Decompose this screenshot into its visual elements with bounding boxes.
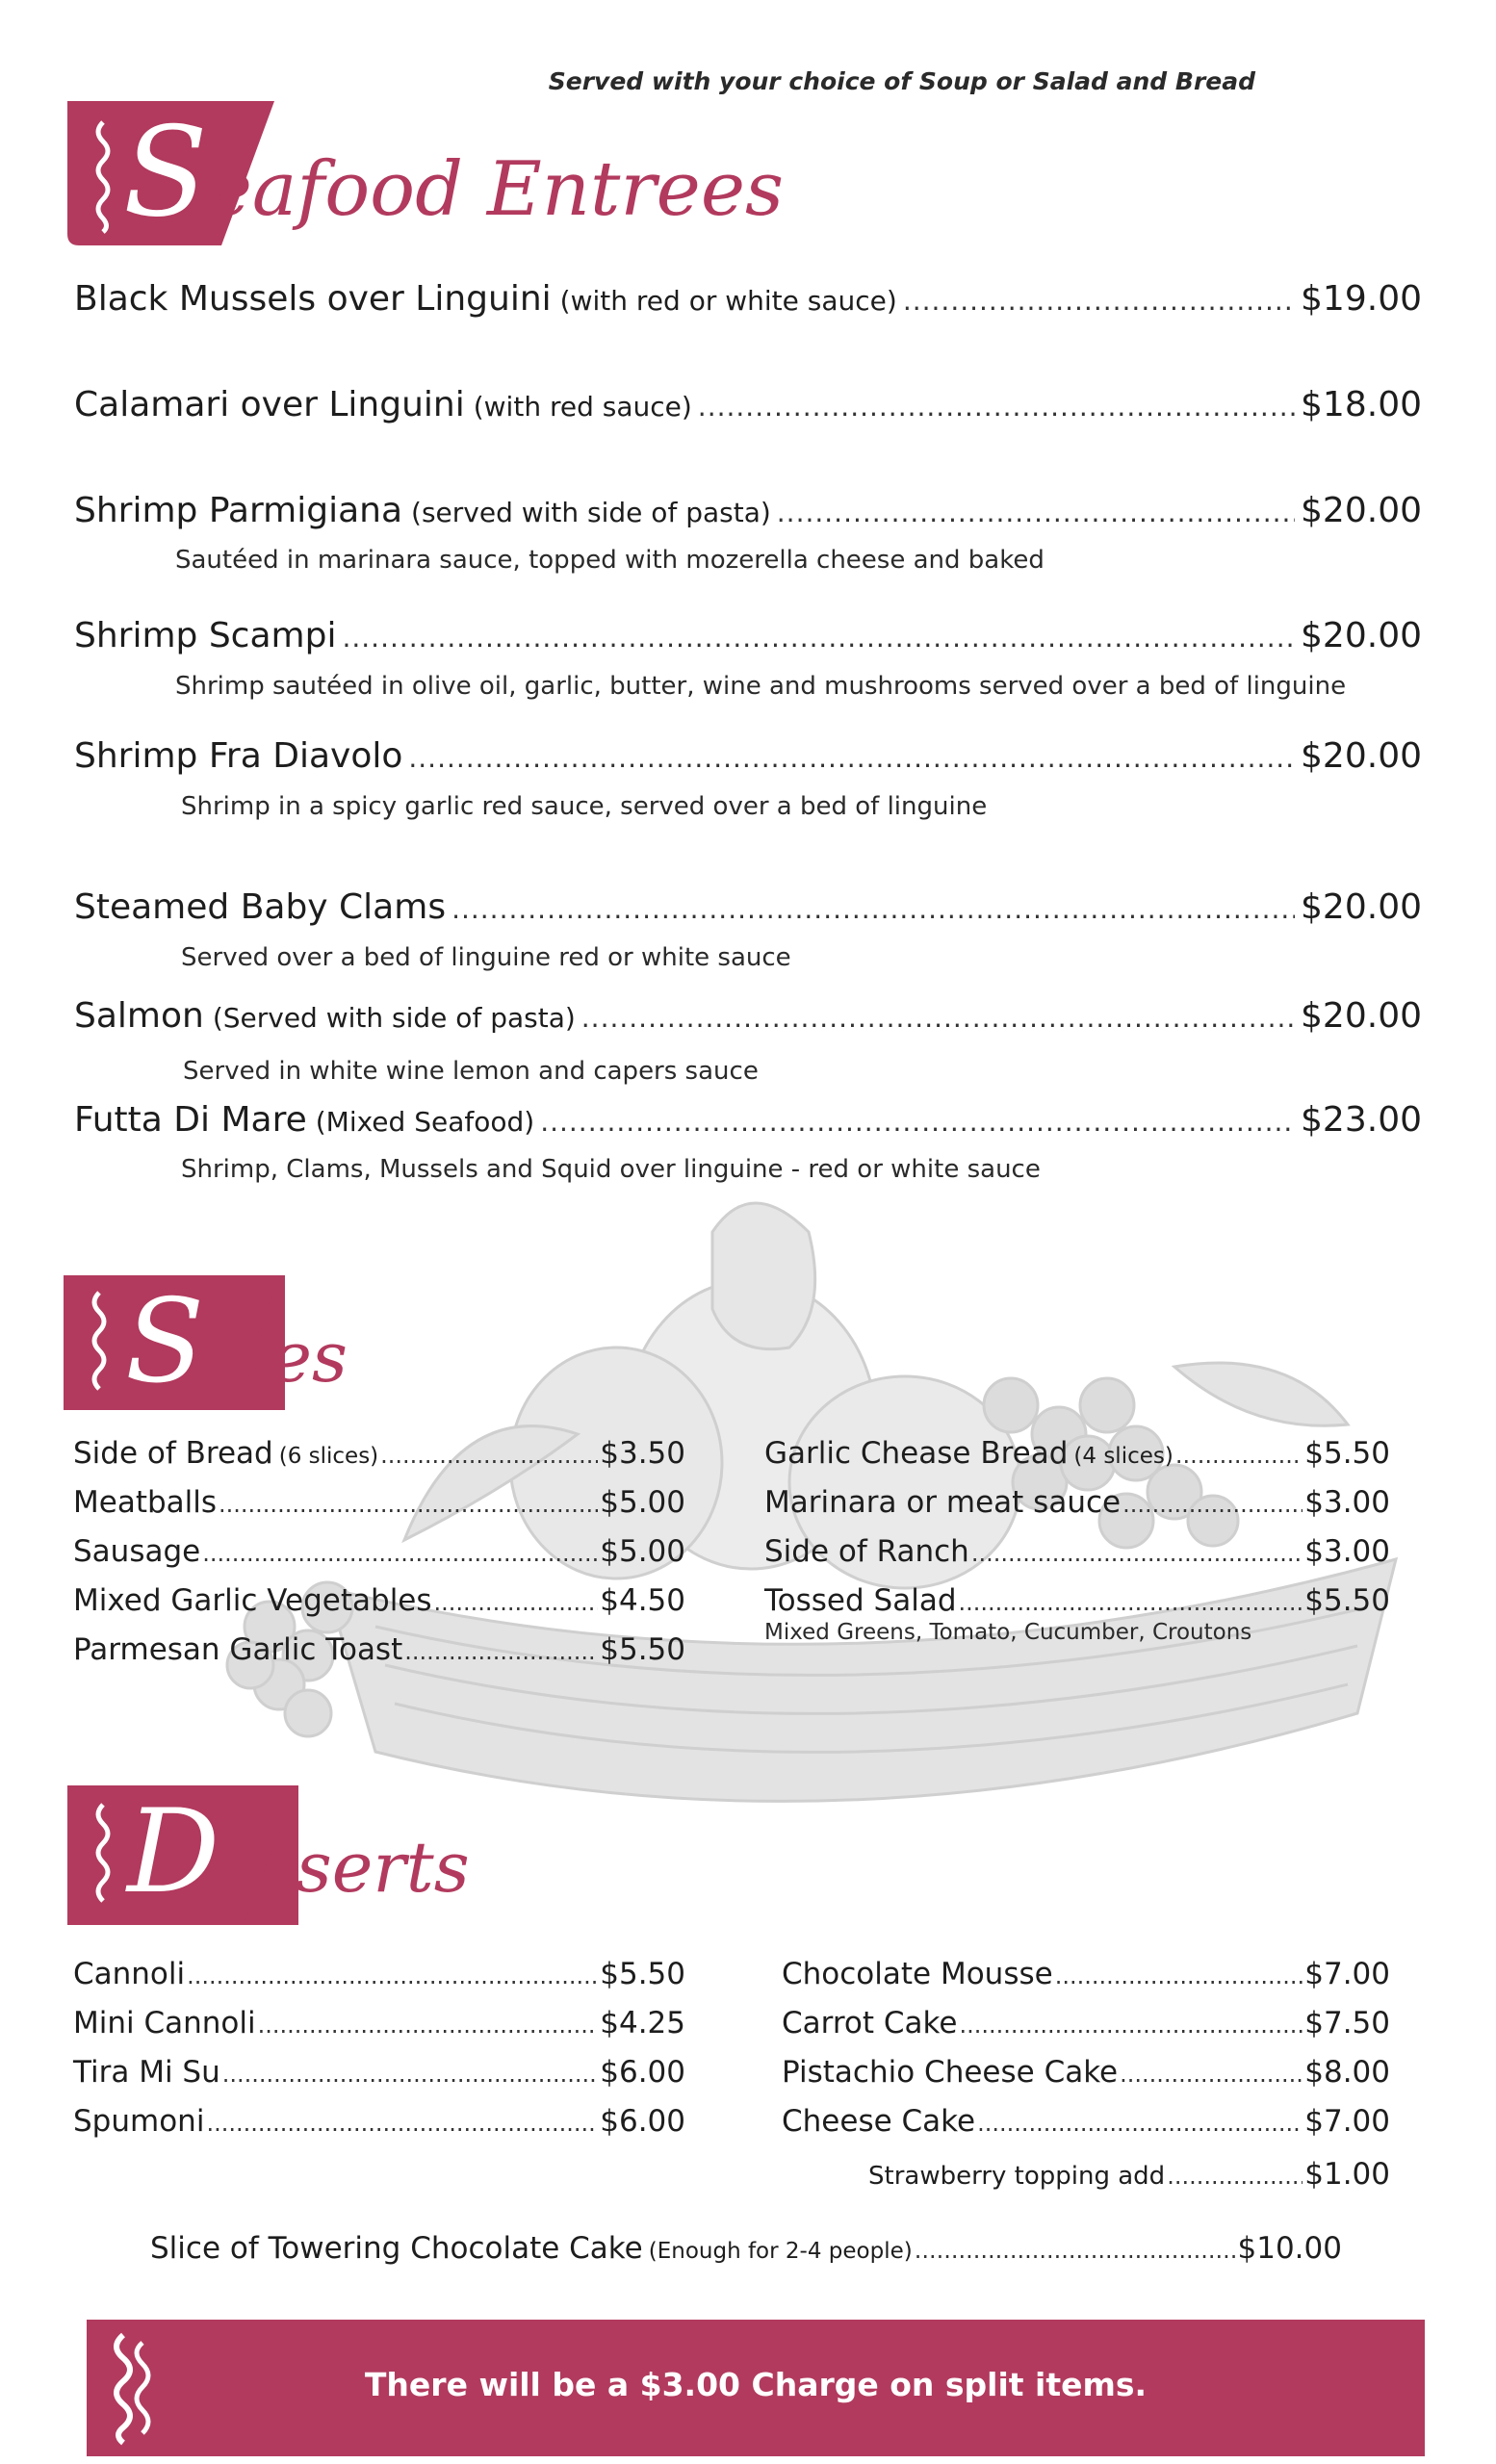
title-initial: D — [127, 1785, 220, 1919]
item-name: Chocolate Mousse — [782, 1957, 1053, 1991]
side-item — [73, 1632, 685, 1667]
menu-item — [74, 1100, 1422, 1140]
item-name: Sausage — [73, 1534, 201, 1569]
item-name: Strawberry topping add — [868, 2162, 1166, 2191]
leader-dots — [404, 1638, 598, 1665]
item-note: (Served with side of pasta) — [212, 1002, 576, 1034]
leader-dots — [1055, 1963, 1303, 1989]
item-name: Parmesan Garlic Toast — [73, 1632, 403, 1667]
item-price: $20.00 — [1301, 887, 1422, 927]
side-item — [764, 1534, 1390, 1569]
leader-dots — [202, 1540, 598, 1567]
wavy-swirl-icon — [89, 1801, 117, 1909]
item-name: Pistachio Cheese Cake — [782, 2055, 1119, 2090]
split-charge-notice: There will be a $3.00 Charge on split items. — [364, 2366, 1148, 2403]
dessert-item — [73, 2006, 685, 2040]
item-name: Side of Ranch — [764, 1534, 969, 1569]
item-name: Shrimp Parmigiana — [74, 491, 403, 530]
item-price: $4.25 — [600, 2006, 685, 2040]
item-name: Salmon — [74, 996, 204, 1036]
item-price: $6.00 — [600, 2104, 685, 2139]
item-note: (with red or white sauce) — [559, 285, 897, 317]
menu-item — [74, 385, 1422, 424]
title-rest: ides — [204, 1317, 348, 1398]
item-name: Tira Mi Su — [73, 2055, 220, 2090]
menu-item — [74, 279, 1422, 319]
item-name: Marinara or meat sauce — [764, 1485, 1122, 1520]
item-name: Slice of Towering Chocolate Cake — [150, 2231, 643, 2266]
wavy-swirl-icon — [89, 118, 117, 234]
item-price: $19.00 — [1301, 279, 1422, 319]
title-initial: S — [123, 101, 208, 244]
item-name: Black Mussels over Linguini — [74, 279, 552, 319]
leader-dots — [903, 285, 1295, 317]
leader-dots — [777, 497, 1295, 528]
leader-dots — [206, 2110, 598, 2137]
side-item — [764, 1436, 1390, 1471]
item-price: $18.00 — [1301, 385, 1422, 424]
leader-dots — [915, 2237, 1236, 2264]
item-price: $5.00 — [600, 1534, 685, 1569]
dessert-item — [782, 2006, 1390, 2040]
menu-item — [74, 736, 1422, 776]
leader-dots — [698, 391, 1295, 423]
leader-dots — [408, 742, 1295, 774]
title-rest: esserts — [219, 1827, 470, 1908]
item-price: $5.50 — [1304, 1436, 1390, 1471]
item-description: Sautéed in marinara sauce, topped with mozerella cheese and baked — [175, 546, 1045, 575]
leader-dots — [959, 2012, 1303, 2039]
item-name: Spumoni — [73, 2104, 205, 2139]
leader-dots — [540, 1106, 1295, 1138]
item-name: Meatballs — [73, 1485, 218, 1520]
item-price: $20.00 — [1301, 736, 1422, 776]
leader-dots — [1175, 1442, 1303, 1469]
leader-dots — [959, 1589, 1303, 1616]
leader-dots — [187, 1963, 598, 1989]
item-price: $7.00 — [1304, 1957, 1390, 1991]
leader-dots — [1122, 1491, 1303, 1518]
desserts-title — [127, 1785, 470, 1919]
leader-dots — [219, 1491, 598, 1518]
leader-dots — [434, 1589, 599, 1616]
item-price: $3.00 — [1304, 1485, 1390, 1520]
seafood-section-header — [67, 101, 785, 265]
item-description: Mixed Greens, Tomato, Cucumber, Croutons — [764, 1620, 1252, 1645]
item-note: (Enough for 2-4 people) — [648, 2239, 913, 2264]
dessert-item — [782, 2055, 1390, 2090]
item-price: $10.00 — [1237, 2231, 1342, 2266]
item-price: $7.50 — [1304, 2006, 1390, 2040]
item-name: Shrimp Scampi — [74, 616, 337, 655]
item-note: (with red sauce) — [473, 391, 692, 423]
footer-notice-bar — [87, 2320, 1425, 2456]
dessert-addon — [868, 2157, 1390, 2192]
leader-dots — [971, 1540, 1303, 1567]
side-item — [764, 1485, 1390, 1520]
sides-section-header — [64, 1275, 449, 1420]
leader-dots — [380, 1442, 598, 1469]
item-price: $5.50 — [1304, 1583, 1390, 1618]
side-item — [73, 1583, 685, 1618]
seafood-title — [123, 101, 784, 244]
item-name: Mini Cannoli — [73, 2006, 256, 2040]
leader-dots — [258, 2012, 599, 2039]
wavy-swirl-icon — [85, 1289, 114, 1397]
side-item — [73, 1485, 685, 1520]
menu-item — [74, 887, 1422, 927]
sides-title — [125, 1275, 348, 1409]
item-name: Carrot Cake — [782, 2006, 958, 2040]
item-note: (Mixed Seafood) — [315, 1106, 535, 1138]
item-price: $6.00 — [600, 2055, 685, 2090]
dessert-item — [73, 1957, 685, 1991]
item-description: Served in white wine lemon and capers sauce — [183, 1057, 759, 1086]
tagline: Served with your choice of Soup or Salad and Bread — [548, 67, 1255, 95]
title-rest: eafood Entrees — [207, 146, 785, 233]
item-name: Futta Di Mare — [74, 1100, 307, 1140]
item-note: (4 slices) — [1073, 1444, 1174, 1469]
item-name: Side of Bread — [73, 1436, 273, 1471]
dessert-item-cake — [150, 2231, 1342, 2266]
menu-item — [74, 491, 1422, 530]
item-name: Steamed Baby Clams — [74, 887, 447, 927]
item-name: Mixed Garlic Vegetables — [73, 1583, 432, 1618]
leader-dots — [1167, 2163, 1303, 2190]
leader-dots — [1120, 2061, 1303, 2088]
item-price: $8.00 — [1304, 2055, 1390, 2090]
side-item — [73, 1436, 685, 1471]
title-initial: S — [125, 1275, 205, 1409]
item-price: $20.00 — [1301, 616, 1422, 655]
item-price: $23.00 — [1301, 1100, 1422, 1140]
item-name: Cannoli — [73, 1957, 186, 1991]
item-price: $5.00 — [600, 1485, 685, 1520]
item-price: $3.00 — [1304, 1534, 1390, 1569]
item-price: $20.00 — [1301, 996, 1422, 1036]
item-description: Served over a bed of linguine red or white sauce — [181, 943, 791, 972]
item-note: (6 slices) — [278, 1444, 379, 1469]
item-price: $4.50 — [600, 1583, 685, 1618]
item-name: Shrimp Fra Diavolo — [74, 736, 403, 776]
item-price: $3.50 — [600, 1436, 685, 1471]
menu-item — [74, 616, 1422, 655]
item-price: $1.00 — [1304, 2157, 1390, 2192]
leader-dots — [222, 2061, 599, 2088]
dessert-item — [782, 1957, 1390, 1991]
leader-dots — [581, 1002, 1295, 1034]
item-description: Shrimp in a spicy garlic red sauce, served over a bed of linguine — [181, 792, 988, 821]
item-price: $20.00 — [1301, 491, 1422, 530]
item-name: Garlic Chease Bread — [764, 1436, 1069, 1471]
item-description: Shrimp, Clams, Mussels and Squid over linguine - red or white sauce — [181, 1155, 1041, 1184]
desserts-section-header — [67, 1785, 520, 1930]
item-name: Calamari over Linguini — [74, 385, 465, 424]
leader-dots — [342, 622, 1295, 654]
item-name: Cheese Cake — [782, 2104, 976, 2139]
item-price: $5.50 — [600, 1957, 685, 1991]
side-item — [764, 1583, 1390, 1618]
item-price: $5.50 — [600, 1632, 685, 1667]
dessert-item — [73, 2055, 685, 2090]
item-name: Tossed Salad — [764, 1583, 957, 1618]
dessert-item — [782, 2104, 1390, 2139]
dessert-item — [73, 2104, 685, 2139]
leader-dots — [451, 893, 1295, 925]
leader-dots — [977, 2110, 1303, 2137]
item-note: (served with side of pasta) — [411, 497, 771, 528]
side-item — [73, 1534, 685, 1569]
item-price: $7.00 — [1304, 2104, 1390, 2139]
menu-item — [74, 996, 1422, 1036]
item-description: Shrimp sautéed in olive oil, garlic, butter, wine and mushrooms served over a bed of linguine — [175, 672, 1347, 701]
